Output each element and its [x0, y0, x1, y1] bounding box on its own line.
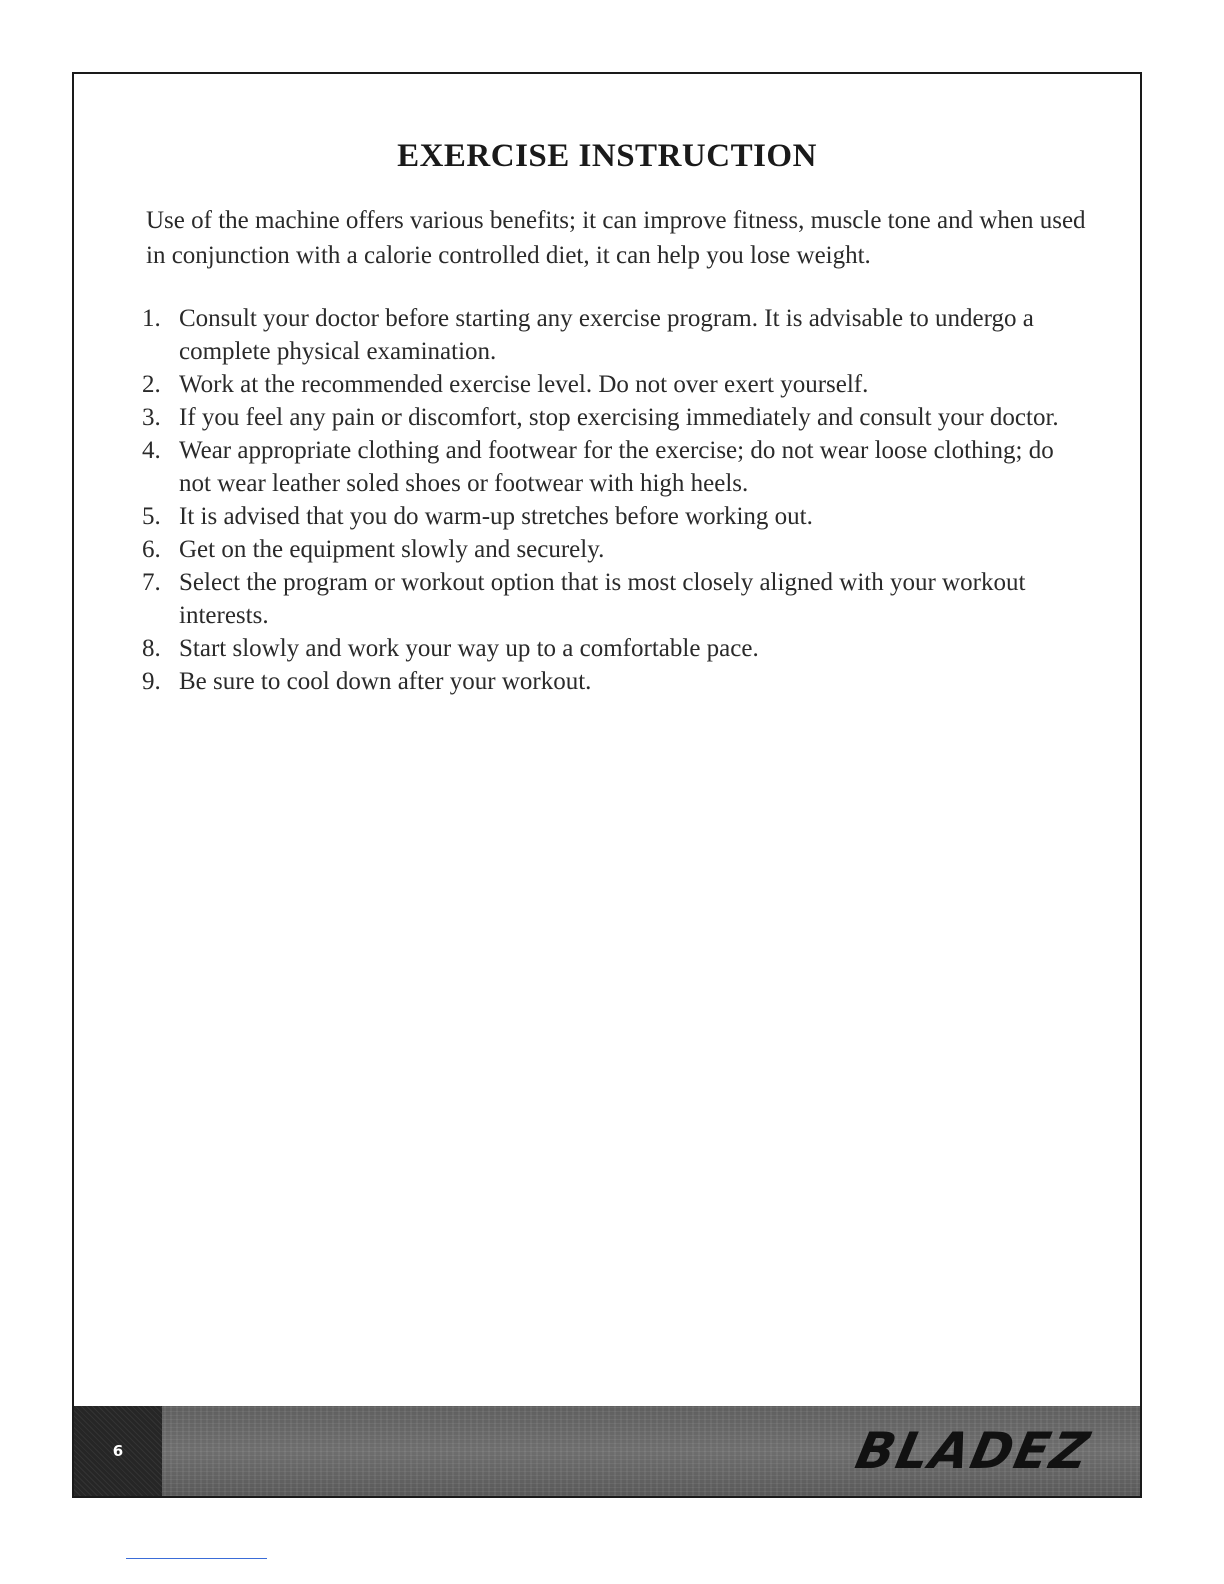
- list-item: [142, 665, 1072, 698]
- list-item: [142, 533, 1072, 566]
- page-title: EXERCISE INSTRUCTION: [397, 138, 817, 174]
- list-item-text: Get on the equipment slowly and securely.: [179, 536, 605, 563]
- list-item: [142, 434, 1072, 500]
- intro-paragraph: Use of the machine offers various benefits; it can improve fitness, muscle tone and when used in conjunction with a calorie controlled diet, it can help you lose weight.: [146, 207, 1086, 269]
- list-item-text: Work at the recommended exercise level. Do not over exert yourself.: [179, 371, 869, 398]
- page-number: 6: [112, 1442, 124, 1460]
- list-item-number: 2.: [142, 371, 161, 398]
- list-item: [142, 632, 1072, 665]
- list-item-number: 4.: [142, 437, 161, 464]
- list-item-text: It is advised that you do warm-up stretches before working out.: [179, 503, 813, 530]
- list-item-number: 3.: [142, 404, 161, 431]
- list-item-number: 8.: [142, 635, 161, 662]
- list-item: [142, 368, 1072, 401]
- list-item-text: Start slowly and work your way up to a comfortable pace.: [179, 635, 759, 662]
- list-item-number: 5.: [142, 503, 161, 530]
- list-item-text: Consult your doctor before starting any exercise program. It is advisable to undergo a complete physical examination.: [179, 305, 1034, 365]
- list-item: [142, 500, 1072, 533]
- list-item-number: 1.: [142, 305, 161, 332]
- list-item: [142, 302, 1072, 368]
- list-item-text: Wear appropriate clothing and footwear for the exercise; do not wear loose clothing; do not wear leather soled shoes or footwear with high heels.: [179, 437, 1054, 497]
- footer-bar: [74, 1406, 1140, 1496]
- list-item-text: Be sure to cool down after your workout.: [179, 668, 592, 695]
- list-item-text: Select the program or workout option that is most closely aligned with your workout interests.: [179, 569, 1026, 629]
- brand-logo: BLADEZ: [851, 1422, 1097, 1480]
- page-number-box: [74, 1406, 162, 1496]
- divider-line: [126, 1558, 267, 1559]
- list-item: [142, 566, 1072, 632]
- list-item-number: 9.: [142, 668, 161, 695]
- list-item-number: 6.: [142, 536, 161, 563]
- page-frame: [72, 72, 1142, 1498]
- list-item-text: If you feel any pain or discomfort, stop exercising immediately and consult your doctor.: [179, 404, 1059, 431]
- instruction-list: [142, 302, 1072, 698]
- list-item: [142, 401, 1072, 434]
- list-item-number: 7.: [142, 569, 161, 596]
